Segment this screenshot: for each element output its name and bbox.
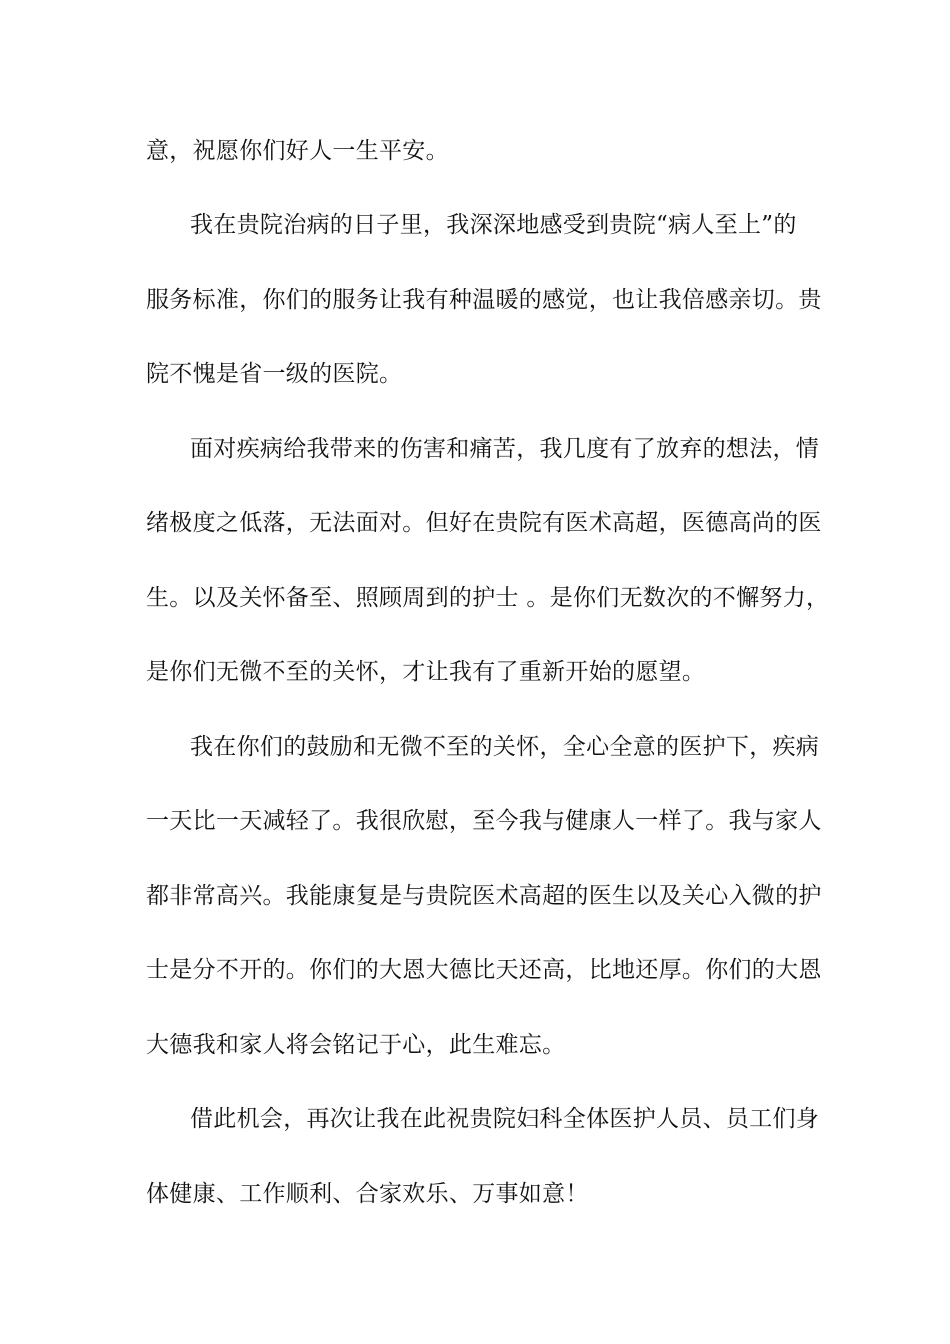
- text-line: 都非常高兴。我能康复是与贵院医术高超的医生以及关心入微的护: [146, 883, 822, 909]
- text-line: 大德我和家人将会铭记于心，此生难忘。: [146, 1032, 566, 1058]
- paragraph-first-line: 借此机会，再次让我在此祝贵院妇科全体医护人员、员工们身: [190, 1106, 820, 1132]
- text-line: 是你们无微不至的关怀，才让我有了重新开始的愿望。: [146, 659, 706, 685]
- text-line: 体健康、工作顺利、合家欢乐、万事如意！: [146, 1181, 589, 1207]
- text-line: 意，祝愿你们好人一生平安。: [146, 138, 449, 164]
- text-line: 绪极度之低落，无法面对。但好在贵院有医术高超，医德高尚的医: [146, 510, 822, 536]
- paragraph-first-line: 我在你们的鼓励和无微不至的关怀，全心全意的医护下，疾病: [190, 734, 820, 760]
- text-line: 服务标准，你们的服务让我有种温暖的感觉，也让我倍感亲切。贵: [146, 287, 822, 313]
- paragraph-first-line: 我在贵院治病的日子里，我深深地感受到贵院“病人至上”的: [190, 212, 797, 238]
- text-line: 一天比一天减轻了。我很欣慰，至今我与健康人一样了。我与家人: [146, 808, 822, 834]
- text-line: 士是分不开的。你们的大恩大德比天还高，比地还厚。你们的大恩: [146, 957, 822, 983]
- text-line: 院不愧是省一级的医院。: [146, 361, 403, 387]
- text-line: 生。以及关怀备至、照顾周到的护士 。是你们无数次的不懈努力，: [146, 585, 830, 611]
- paragraph-first-line: 面对疾病给我带来的伤害和痛苦，我几度有了放弃的想法，情: [190, 436, 820, 462]
